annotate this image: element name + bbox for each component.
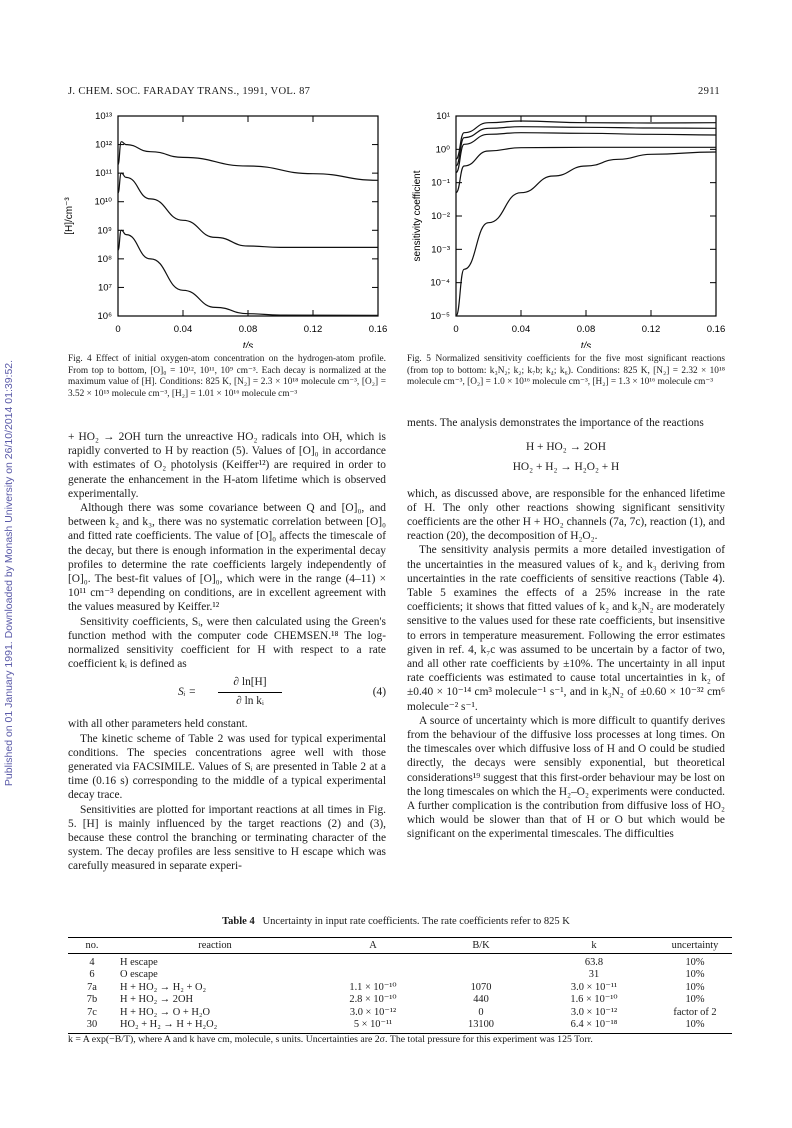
series-line [456,127,716,166]
right-column [407,416,725,842]
fig5-caption: Fig. 5 Normalized sensitivity coefficients for the five most significant reactions (from top to bottom: k₃N₂; k₂; k₇b; k₄; k₆). Conditions: 825 K, [N₂] = 2.32 × 10¹⁸ molecule cm⁻³, [O₂] = 1.0 × 10¹⁶ molecule cm⁻³, [H₂] = 1.3 × 10¹⁶ molecule cm⁻³ [407,354,725,388]
y-tick-label: 10¹ [436,111,450,122]
x-axis-label: t/s [580,341,592,348]
table4-title: Table 4 Uncertainty in input rate coefficients. The rate coefficients refer to 825 K [222,916,570,927]
table4-footnote: k = A exp(−B/T), where A and k have cm, molecule, s units. Uncertainties are 2σ. The total pressure for this experiment was 125 Torr. [68,1034,593,1045]
col-header: no. [68,938,116,954]
y-tick-label: 10⁻¹ [431,177,450,189]
table-cell [314,969,432,981]
col-header: B/K [432,938,530,954]
eq-number: (4) [372,686,386,699]
download-watermark: Published on 01 January 1991. Downloaded by Monash University on 26/10/2014 01:39:52. [3,359,15,787]
plot-frame [456,116,716,316]
y-tick-label: 10⁻⁵ [430,311,450,322]
eq-lhs: Sᵢ = [178,686,197,699]
fig4-caption: Fig. 4 Effect of initial oxygen-atom concentration on the hydrogen-atom profile. From top to bottom, [O]₀ = 10¹², 10¹¹, 10⁹ cm⁻³. Each decay is normalized at the maximum value of [H]. Conditions: 825 K, [N₂] = 2.3 × 10¹⁸ molecule cm⁻³, [O₂] = 3.52 × 10¹⁵ molecule cm⁻³, [H₂] = 1.01 × 10¹⁶ molecule cm⁻³ [68,354,386,399]
paragraph: A source of uncertainty which is more difficult to quantify derives from the behaviour of the diffusive loss processes at long times. On the timescales over which diffusive loss of H and O could be studied directly, the decays were sensibly exponential, but theoretical considerations¹⁹ suggest that this first-order behaviour may be lost on the long timescales on which the H₂–O₂ experiments were conducted. A further complication is the contribution from diffusive loss of HO₂ which would be slower than that of H or O but which would be significant on the experimental timescales. The difficulties [407,714,725,841]
table-cell: 10% [658,1019,732,1034]
eq-denominator: ∂ ln kᵢ [236,695,264,708]
fig4-chart [60,108,390,348]
table-cell: 5 × 10⁻¹¹ [314,1019,432,1034]
y-tick-label: 10⁻⁴ [430,277,450,289]
table-row [68,969,732,981]
paragraph: Although there was some covariance between Q and [O]₀, and between k₂ and k₃, there was no systematic correlation between [O]₀ and fitted rate coefficients. The value of [O]₀ affects the timescale of the decay, but there is enough information in the experimental decay profiles to determine the rate coefficients largely independently of [O]₀. The best-fit values of [O]₀, which were in the range (4–11) × 10¹¹ cm⁻³ depending on conditions, are in excellent agreement with the values measured by Keiffer.¹² [68,502,386,614]
y-tick-label: 10⁶ [97,311,112,322]
table-cell [432,969,530,981]
series-line [118,173,378,247]
table4 [68,937,732,1034]
x-tick-label: 0 [453,324,459,335]
page-number: 2911 [698,86,720,97]
table-cell: H + HO₂ → O + H₂O [120,1006,210,1018]
table-cell: 1.1 × 10⁻¹⁰ [349,981,397,993]
y-tick-label: 10¹⁰ [94,196,112,208]
table-cell: 4 [89,957,95,968]
running-header: J. CHEM. SOC. FARADAY TRANS., 1991, VOL. 87 [68,86,311,97]
left-column [68,430,386,874]
table-row [68,1007,732,1019]
y-tick-label: 10¹³ [95,111,112,122]
table-row [68,1019,732,1034]
table-row [68,954,732,970]
table-cell: 7c [87,1006,97,1018]
table-cell: H + HO₂ → H₂ + O₂ [120,981,207,993]
table-cell: O escape [120,969,158,981]
paragraph: ments. The analysis demonstrates the importance of the reactions [407,417,704,429]
table-cell: 13100 [432,1019,530,1034]
x-axis-label: t/s [242,341,254,348]
x-tick-label: 0.12 [303,324,323,335]
table-cell: H + HO₂ → 2OH [120,994,193,1006]
table-cell: 440 [473,994,489,1006]
fraction-bar [218,692,282,693]
table-cell [432,954,530,970]
fig5-chart [406,108,736,348]
table-cell: 1070 [470,981,492,993]
table-cell: H escape [120,957,158,968]
x-tick-label: 0.04 [511,324,531,335]
table-cell: 63.8 [584,957,604,968]
y-axis-label: [H]/cm⁻³ [64,197,75,235]
y-tick-label: 10⁹ [97,225,112,237]
table-cell: HO₂ + H₂ → H + H₂O₂ [116,1019,314,1034]
paragraph: The sensitivity analysis permits a more detailed investigation of the uncertainties in the measured values of k₂ and k₃ deriving from uncertainties in the rate coefficients of sensitive reactions (Table 4). Table 5 examines the effects of a 25% increase in the rate coefficients; it shows that fitted values of k₂ and k₃N₂ are moderately sensitive to the values used for these rate coefficients, but insensitive to errors in temperature measurement. Following the error estimates given in ref. 4, k₇c was assumed to be uncertain by a factor of two, and all other rate coefficients by ±10%. The uncertainty in all input rate coefficients was estimated to cause total uncertainties in k₂ of ±0.40 × 10⁻¹⁴ cm³ molecule⁻¹ s⁻¹, and in k₃N₂ of ±0.60 × 10⁻³² cm⁶ molecule⁻² s⁻¹. [407,544,725,713]
equation-4 [68,675,386,711]
y-tick-label: 10¹² [95,139,112,151]
table-row [68,982,732,994]
series-line [456,133,716,173]
table-cell: 2.8 × 10⁻¹⁰ [349,994,397,1006]
table-cell: 10% [685,994,705,1006]
table-cell: 6.4 × 10⁻¹⁸ [530,1019,658,1034]
table-row [68,994,732,1006]
table-cell: 3.0 × 10⁻¹¹ [570,981,618,993]
y-tick-label: 10¹¹ [95,168,112,180]
table-cell: 7b [86,994,98,1006]
col-header: uncertainty [658,938,732,954]
x-tick-label: 0.16 [706,324,726,335]
table-cell: 3.0 × 10⁻¹² [349,1006,397,1018]
table-cell: 31 [588,969,600,981]
table-cell: 0 [478,1006,484,1018]
paragraph: The kinetic scheme of Table 2 was used for typical experimental conditions. The species concentrations agree well with those generated via FACSIMILE. Values of Sᵢ are presented in Table 2 at a time (0.16 s) corresponding to the middle of a typical experimental decay trace. [68,732,386,802]
paragraph: Sensitivities are plotted for important reactions at all times in Fig. 5. [H] is mainly influenced by the target reactions (2) and (3), because these control the branching or terminating character of the system. The decay profiles are less sensitive to H escape which was carefully measured in separate experi- [68,803,386,873]
x-tick-label: 0.08 [576,324,596,335]
table-cell: 6 [89,969,95,981]
table-cell: 10% [685,969,705,981]
plot-frame [118,116,378,316]
x-tick-label: 0.12 [641,324,661,335]
table-cell: 10% [685,957,705,968]
table-cell [314,954,432,970]
paragraph: which, as discussed above, are responsible for the enhanced lifetime of H. The only other reactions showing significant sensitivity coefficients are the other H + HO₂ channels (7a, 7c), reaction (1), and reaction (20), the decomposition of H₂O₂. [407,487,725,543]
eq-numerator: ∂ ln[H] [233,676,267,689]
y-tick-label: 10⁸ [97,253,112,265]
table-cell: 7a [87,981,97,993]
paragraph: + HO₂ → 2OH turn the unreactive HO₂ radicals into OH, which is rapidly converted to H by reaction (5). Values of [O]₀ in accordance with estimates of O₂ photolysis (Keiffer¹²) are required in order to generate the enhancement in the H-atom lifetime which is observed experimentally. [68,431,386,500]
table-cell: 10% [685,981,705,993]
table-cell: 30 [68,1019,116,1034]
table-cell: 1.6 × 10⁻¹⁰ [570,994,618,1006]
series-line [118,230,378,315]
y-tick-label: 10⁷ [97,282,112,294]
table-cell: factor of 2 [673,1006,717,1018]
x-tick-label: 0.08 [238,324,258,335]
y-tick-label: 10⁻² [431,211,450,222]
col-header: k [530,938,658,954]
x-tick-label: 0.16 [368,324,388,335]
paragraph: with all other parameters held constant. [68,718,248,731]
x-tick-label: 0 [115,324,121,335]
y-axis-label: sensitivity coefficient [412,170,423,262]
x-tick-label: 0.04 [173,324,193,335]
paragraph: Sensitivity coefficients, Sᵢ, were then calculated using the Green's function method with the computer code CHEMSEN.¹⁸ The log-normalized sensitivity coefficient for H with respect to a rate coefficient kᵢ is defined as [68,615,386,671]
col-header: reaction [116,938,314,954]
y-tick-label: 10⁰ [435,144,450,156]
reaction-2: HO₂ + H₂ → H₂O₂ + H [512,461,620,474]
series-line [456,152,716,316]
table-cell: 3.0 × 10⁻¹² [570,1006,618,1018]
y-tick-label: 10⁻³ [431,244,450,256]
reaction-1: H + HO₂ → 2OH [525,441,606,454]
series-line [118,142,378,181]
col-header: A [314,938,432,954]
